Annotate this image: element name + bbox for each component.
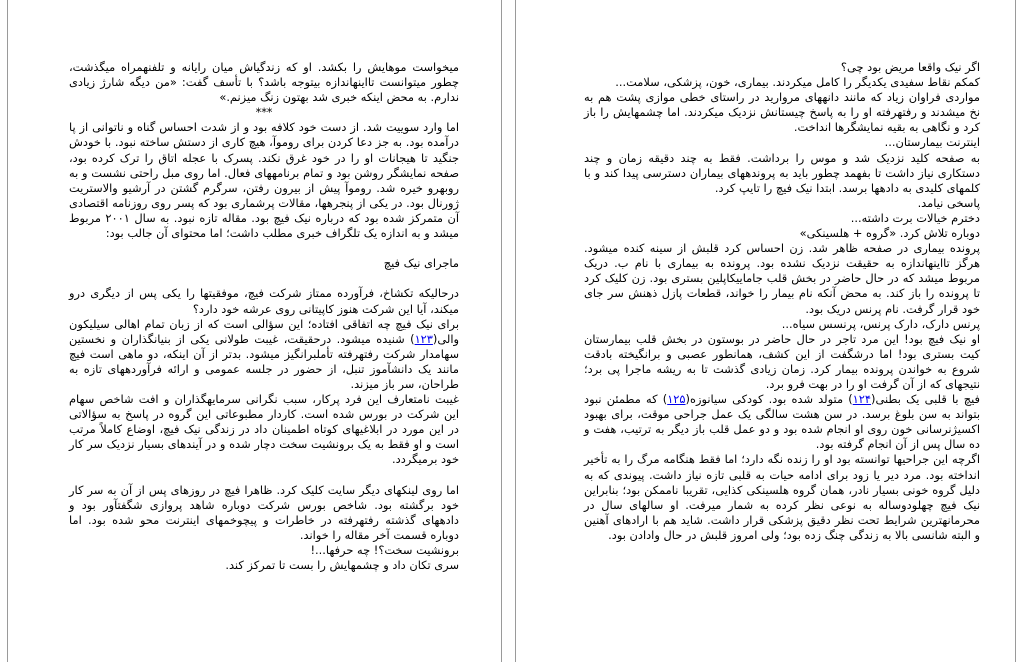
paragraph: سری تکان داد و چشمهایش را بست تا تمرکز کند. xyxy=(225,558,459,573)
text-run: ) که مطمئن نبود بتواند به سن بلوغ برسد. در سن هشت سالگی یک عمل جراحی موقت، برای بهبود اکسیژنرسانی خون روی او انجام شده بود و دو عمل قلب باز دیگر به ترتیب، هفت و ده سال پس از آن انجام گرفته بود. xyxy=(584,392,980,452)
paragraph: پرونده بیماری در صفحه ظاهر شد. زن احساس کرد قلبش از سینه کنده میشود. هرگز تااینهاندازه به حقیقت نزدیک نشده بود. پرونده به بیماری با نام ب. دریک مربوط میشد که در حال حاضر در بخش قلب جاماییکاپلین بستری بود. زن کلیک کرد تا پرونده را باز کند. به محض آنکه نام بیمار را خواند، قطعات پازل ذهنش سر جای خود قرار گرفت. نام پرنس دریک بود. xyxy=(584,241,980,316)
section-separator: *** xyxy=(255,105,273,120)
paragraph: برونشیت سخت؟! چه حرفها...! xyxy=(310,543,459,557)
footnote-link-124[interactable]: ۱۲۴ xyxy=(852,392,872,407)
paragraph: پاسخی نیامد. xyxy=(917,195,980,210)
paragraph: او نیک فیچ بود! این مرد تاجر در حال حاضر در بوستون در بخش قلب بیمارستان کیت بستری بود! اما درشگفت از این کشف، همانطور عصبی و برانگیخته بادقت شروع به خواندن پرونده بیمار کرد. زمان زیادی گذشت تا به ریشه ماجرا پی برد؛ نتیجهای که از آن گرفت او را در بهت فرو برد. xyxy=(584,331,980,391)
paragraph: درحالیکه تکشاخ، فرآورده ممتاز شرکت فیچ، موفقیتها را یکی پس از دیگری درو میکند، آیا این شرکت هنوز کاپیتانی روی عرشه خود دارد؟ xyxy=(69,286,459,316)
paragraph: اما وارد سوییت شد. از دست خود کلافه بود و از شدت احساس گناه و ناتوانی از پا درآمده بود. به جز دعا کردن برای روموآ، هیچ کاری از دستش ساخته نبود. با خودش جنگید تا هیجانات او را در خود غرق نکند. پسرک با عجله اتاق را ترک کرده بود، صفحه نمایشگر روشن بود و تمام برنامههای فعال. اما روی مبل راحتی نشست و به روبهرو خیره شد. روموآ پیش از بیرون رفتن، سرگرم گشتن در آرشیو والاستریت ژورنال بود. در یکی از پنجرهها، مقالات پرشماری بود که پسر روی روزنامه اقتصادی آن متمرکز شده بود که درباره نیک فیچ بود. مقاله تازه نبود. به سال ۲۰۰۱ مربوط میشد و به اندازه یک تلگراف خبری مطلب داشت؛ اما محتوای آن جالب بود: xyxy=(69,120,459,241)
paragraph: پرنس دارک، دارک پرنس، پرنسس سیاه... xyxy=(781,316,980,331)
paragraph-with-footnotes xyxy=(584,392,980,452)
paragraph: اگرچه این جراحیها توانسته بود او را زنده نگه دارد؛ اما فقط هنگامه مرگ را به تأخیر انداخته بود. مرد دیر یا زود برای ادامه حیات به قلبی تازه نیاز داشت. پیوندی که به دلیل گروه خونی بسیار نادر، همان گروه هلسینکی کذایی، تقریبا ناممکن بود؛ بنابراین نیک فیچ چهلودوساله به نوعی نظر کرده به شمار میرفت. او سالهای سال در محرمانهترین شرایط تحت نظر دقیق پزشکی قرار داشت. شاید هم با ارادهای آهنین و البته شانسی بالا به زندگی چنگ زده بود؛ ولی امروز قلبش در حال وادادن بود. xyxy=(584,452,980,542)
blank-line xyxy=(69,241,459,256)
text-column-left xyxy=(69,60,459,573)
text-run: ) متولد شده بود. کودکی سیانوزه( xyxy=(685,392,853,407)
paragraph: کمکم نقاط سفیدی یکدیگر را کامل میکردند. بیماری، خون، پزشکی، سلامت... xyxy=(615,75,980,90)
paragraph: غیبت نامتعارف این فرد پرکار، سبب نگرانی سرمایهگذاران و افت شاخص سهام این شرکت در بورس شده است. کاردار مطبوعاتی این گروه در پاسخ به سؤالاتی در این مورد در ابلاغیهای کوتاه اطمینان داد در زندگی نیک فیچ، اوضاع کاملاً مرتب است و او فقط به یک برونشیت سخت دچار شده و در آیندهای بسیار نزدیک سر کار خود برمیگردد. xyxy=(69,392,459,467)
blank-line xyxy=(69,468,459,483)
paragraph: به صفحه کلید نزدیک شد و موس را برداشت. فقط به چند دقیقه زمان و چند دستکاری نیاز داشت تا بفهمد چطور باید به پروندههای بیماران دسترسی پیدا کند و با کلمهای کلیدی به دادهها برسد. ابتدا نیک فیچ را تایپ کرد. xyxy=(584,150,980,195)
paragraph-with-footnote xyxy=(69,317,459,392)
text-run: ) شنیده میشود. درحقیقت، غیبت طولانی یکی از بنیانگذاران و نخستین سهامدار شرکت رفتهرفته تأملبرانگیز میشود. بدتر از آن اینکه، دو ماهی است فیچ مانند یک دانشآموز تنبل، از حضور در جلسه عمومی و ارائه فرآوردههای تازه به طراحان، سر باز میزند. xyxy=(69,331,459,391)
text-column-right xyxy=(584,60,980,543)
blank-line xyxy=(69,271,459,286)
paragraph: اما روی لینکهای دیگر سایت کلیک کرد. ظاهرا فیچ در روزهای پس از آن به سر کار خود برگشته بود. شاخص بورس شرکت دوباره شاهد پروازی شگفتآور بود و دادههای گذشته رفتهرفته در خاطرات و پیچوخمهای اینترنت محو شده بود. اما دوباره قسمت آخر مقاله را خواند. xyxy=(69,482,459,542)
page-right xyxy=(515,0,1016,662)
paragraph: اگر نیک واقعا مریض بود چی؟ xyxy=(840,60,980,74)
paragraph: دخترم خیالات برت داشته... xyxy=(850,210,980,225)
text-run: برای نیک فیچ چه اتفاقی افتاده؛ این سؤالی است که از زبان تمام اهالی سیلیکون والی( xyxy=(69,316,459,346)
article-heading: ماجرای نیک فیچ xyxy=(383,256,459,271)
paragraph: اینترنت بیمارستان... xyxy=(884,135,980,150)
page-left xyxy=(7,0,502,662)
footnote-link-125[interactable]: ۱۲۵ xyxy=(667,392,686,407)
page-gutter xyxy=(502,0,515,662)
paragraph: میخواست موهایش را بکشد. او که زندگیاش میان رایانه و تلفنهمراه میگذشت، چطور میتوانست تااینهاندازه بیتوجه باشد؟ با تأسف گفت: «من دیگه شارژ زیادی ندارم. به محض اینکه خبری شد بهتون زنگ میزنم.» xyxy=(69,60,459,105)
paragraph: مواردی فراوان زیاد که مانند دانههای مروارید در راستای خطی موازی پشت هم به نخ میشدند و رفتهرفته او را به پاسخ چیستانش نزدیک میکردند. اما چشمهایش را باز کرد و نگاهی به بقیه نمایشگرها انداخت. xyxy=(584,90,980,135)
text-run: فیچ با قلبی یک بطنی( xyxy=(871,392,980,407)
paragraph: دوباره تلاش کرد. «گروه + هلسینکی» xyxy=(799,226,980,241)
footnote-link-123[interactable]: ۱۲۳ xyxy=(414,331,433,346)
